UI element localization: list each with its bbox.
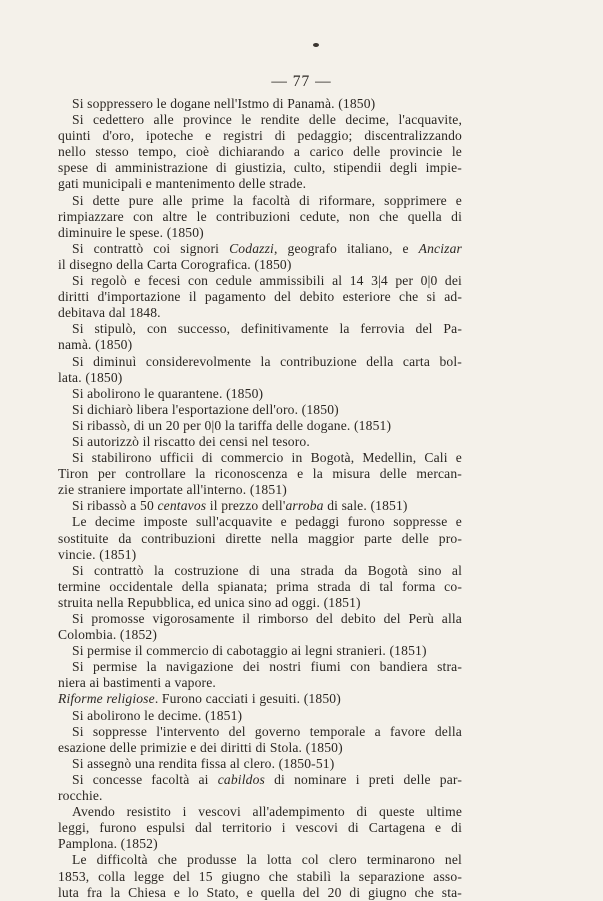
text-line: luta fra la Chiesa e lo Stato, e quella del 20 di giugno che sta- xyxy=(58,884,462,900)
text-line: Si regolò e fecesi con cedule ammissibili al 14 3|4 per 0|0 dei xyxy=(72,273,462,289)
body-text xyxy=(58,96,462,901)
text-line: il disegno della Carta Corografica. (1850) xyxy=(58,256,292,272)
text-line: Pamplona. (1852) xyxy=(58,836,158,852)
text-line: gati municipali e mantenimento delle strade. xyxy=(58,176,307,192)
text-line: Si abolirono le decime. (1851) xyxy=(72,707,243,723)
text-line: niera ai bastimenti a vapore. xyxy=(58,675,216,691)
text-line: vincie. (1851) xyxy=(58,546,137,562)
text-line: Le difficoltà che produsse la lotta col clero terminarono nel xyxy=(72,852,462,868)
text-line: Si autorizzò il riscatto dei censi nel tesoro. xyxy=(72,433,310,449)
text-line: Si stipulò, con successo, definitivamente la ferrovia del Pa- xyxy=(72,321,462,337)
text-line: Avendo resistito i vescovi all'adempimento di queste ultime xyxy=(72,804,462,820)
text-line: zie straniere importate all'interno. (1851) xyxy=(58,482,287,498)
text-line: sostituite da contribuzioni dirette nella maggior parte delle pro- xyxy=(58,530,462,546)
text-line: Si ribassò, di un 20 per 0|0 la tariffa delle dogane. (1851) xyxy=(72,417,392,433)
text-line: quinti d'oro, ipoteche e registri di pedaggio; discentralizzando xyxy=(58,128,462,144)
text-line: rocchie. xyxy=(58,788,103,804)
text-line: debitava dal 1848. xyxy=(58,305,161,321)
text-line: Si abolirono le quarantene. (1850) xyxy=(72,385,264,401)
text-line: Si dichiarò libera l'esportazione dell'oro. (1850) xyxy=(72,401,339,417)
text-line: struita nella Repubblica, ed unica sino ad oggi. (1851) xyxy=(58,594,361,610)
text-line: spese di amministrazione di giustizia, culto, stipendii degli impie- xyxy=(58,160,462,176)
text-line: Colombia. (1852) xyxy=(58,627,158,643)
text-line: Si contrattò coi signori Codazzi, geografo italiano, e Ancizar xyxy=(72,240,462,256)
text-line: leggi, furono espulsi dal territorio i vescovi di Cartagena e di xyxy=(58,820,462,836)
text-line: Si assegnò una rendita fissa al clero. (1850-51) xyxy=(72,755,335,771)
text-line: Si promosse vigorosamente il rimborso del debito del Perù alla xyxy=(72,611,462,626)
text-line: Si contrattò la costruzione di una strada da Bogotà sino al xyxy=(72,562,462,578)
text-line: esazione delle primizie e dei diritti di Stola. (1850) xyxy=(58,739,343,755)
text-line: nello stesso tempo, cioè dichiarando a carico delle provincie le xyxy=(58,144,462,160)
text-line: 1853, colla legge del 15 giugno che stabilì la separazione asso- xyxy=(58,868,462,884)
text-line: Si concesse facoltà ai cabildos di nominare i preti delle par- xyxy=(72,771,462,787)
text-line: Si ribassò a 50 centavos il prezzo dell'arroba di sale. (1851) xyxy=(72,498,408,514)
text-line: Si permise la navigazione dei nostri fiumi con bandiera stra- xyxy=(72,659,462,675)
text-line: Si permise il commercio di cabotaggio ai legni stranieri. (1851) xyxy=(72,643,427,659)
text-line: Si soppressero le dogane nell'Istmo di Panamà. (1850) xyxy=(72,96,376,111)
text-line: Si cedettero alle province le rendite delle decime, l'acquavite, xyxy=(72,112,462,128)
text-line: Si diminuì considerevolmente la contribuzione della carta bol- xyxy=(72,353,462,369)
text-line: Riforme religiose. Furono cacciati i gesuiti. (1850) xyxy=(58,691,341,707)
text-line: diminuire le spese. (1850) xyxy=(58,224,204,240)
text-line: lata. (1850) xyxy=(58,369,123,385)
ink-speck xyxy=(313,43,319,47)
text-line: rimpiazzare con altre le contribuzioni cedute, non che quella di xyxy=(58,208,462,224)
text-line: Si soppresse l'intervento del governo temporale a favore della xyxy=(72,723,462,739)
page-number: — 77 — xyxy=(271,73,332,90)
text-line: termine occidentale della spianata; prima strada di tal forma co- xyxy=(58,578,462,594)
text-line: Si dette pure alle prime la facoltà di riformare, sopprimere e xyxy=(72,192,462,208)
text-line: Le decime imposte sull'acquavite e pedaggi furono soppresse e xyxy=(72,514,462,530)
text-line: Tiron per controllare la riconoscenza e la misura delle mercan- xyxy=(58,466,462,482)
text-line: Si stabilirono ufficii di commercio in Bogotà, Medellin, Cali e xyxy=(72,450,462,466)
text-line: diritti d'importazione il pagamento del debito esteriore che si ad- xyxy=(58,289,462,305)
text-line: namà. (1850) xyxy=(58,337,133,353)
